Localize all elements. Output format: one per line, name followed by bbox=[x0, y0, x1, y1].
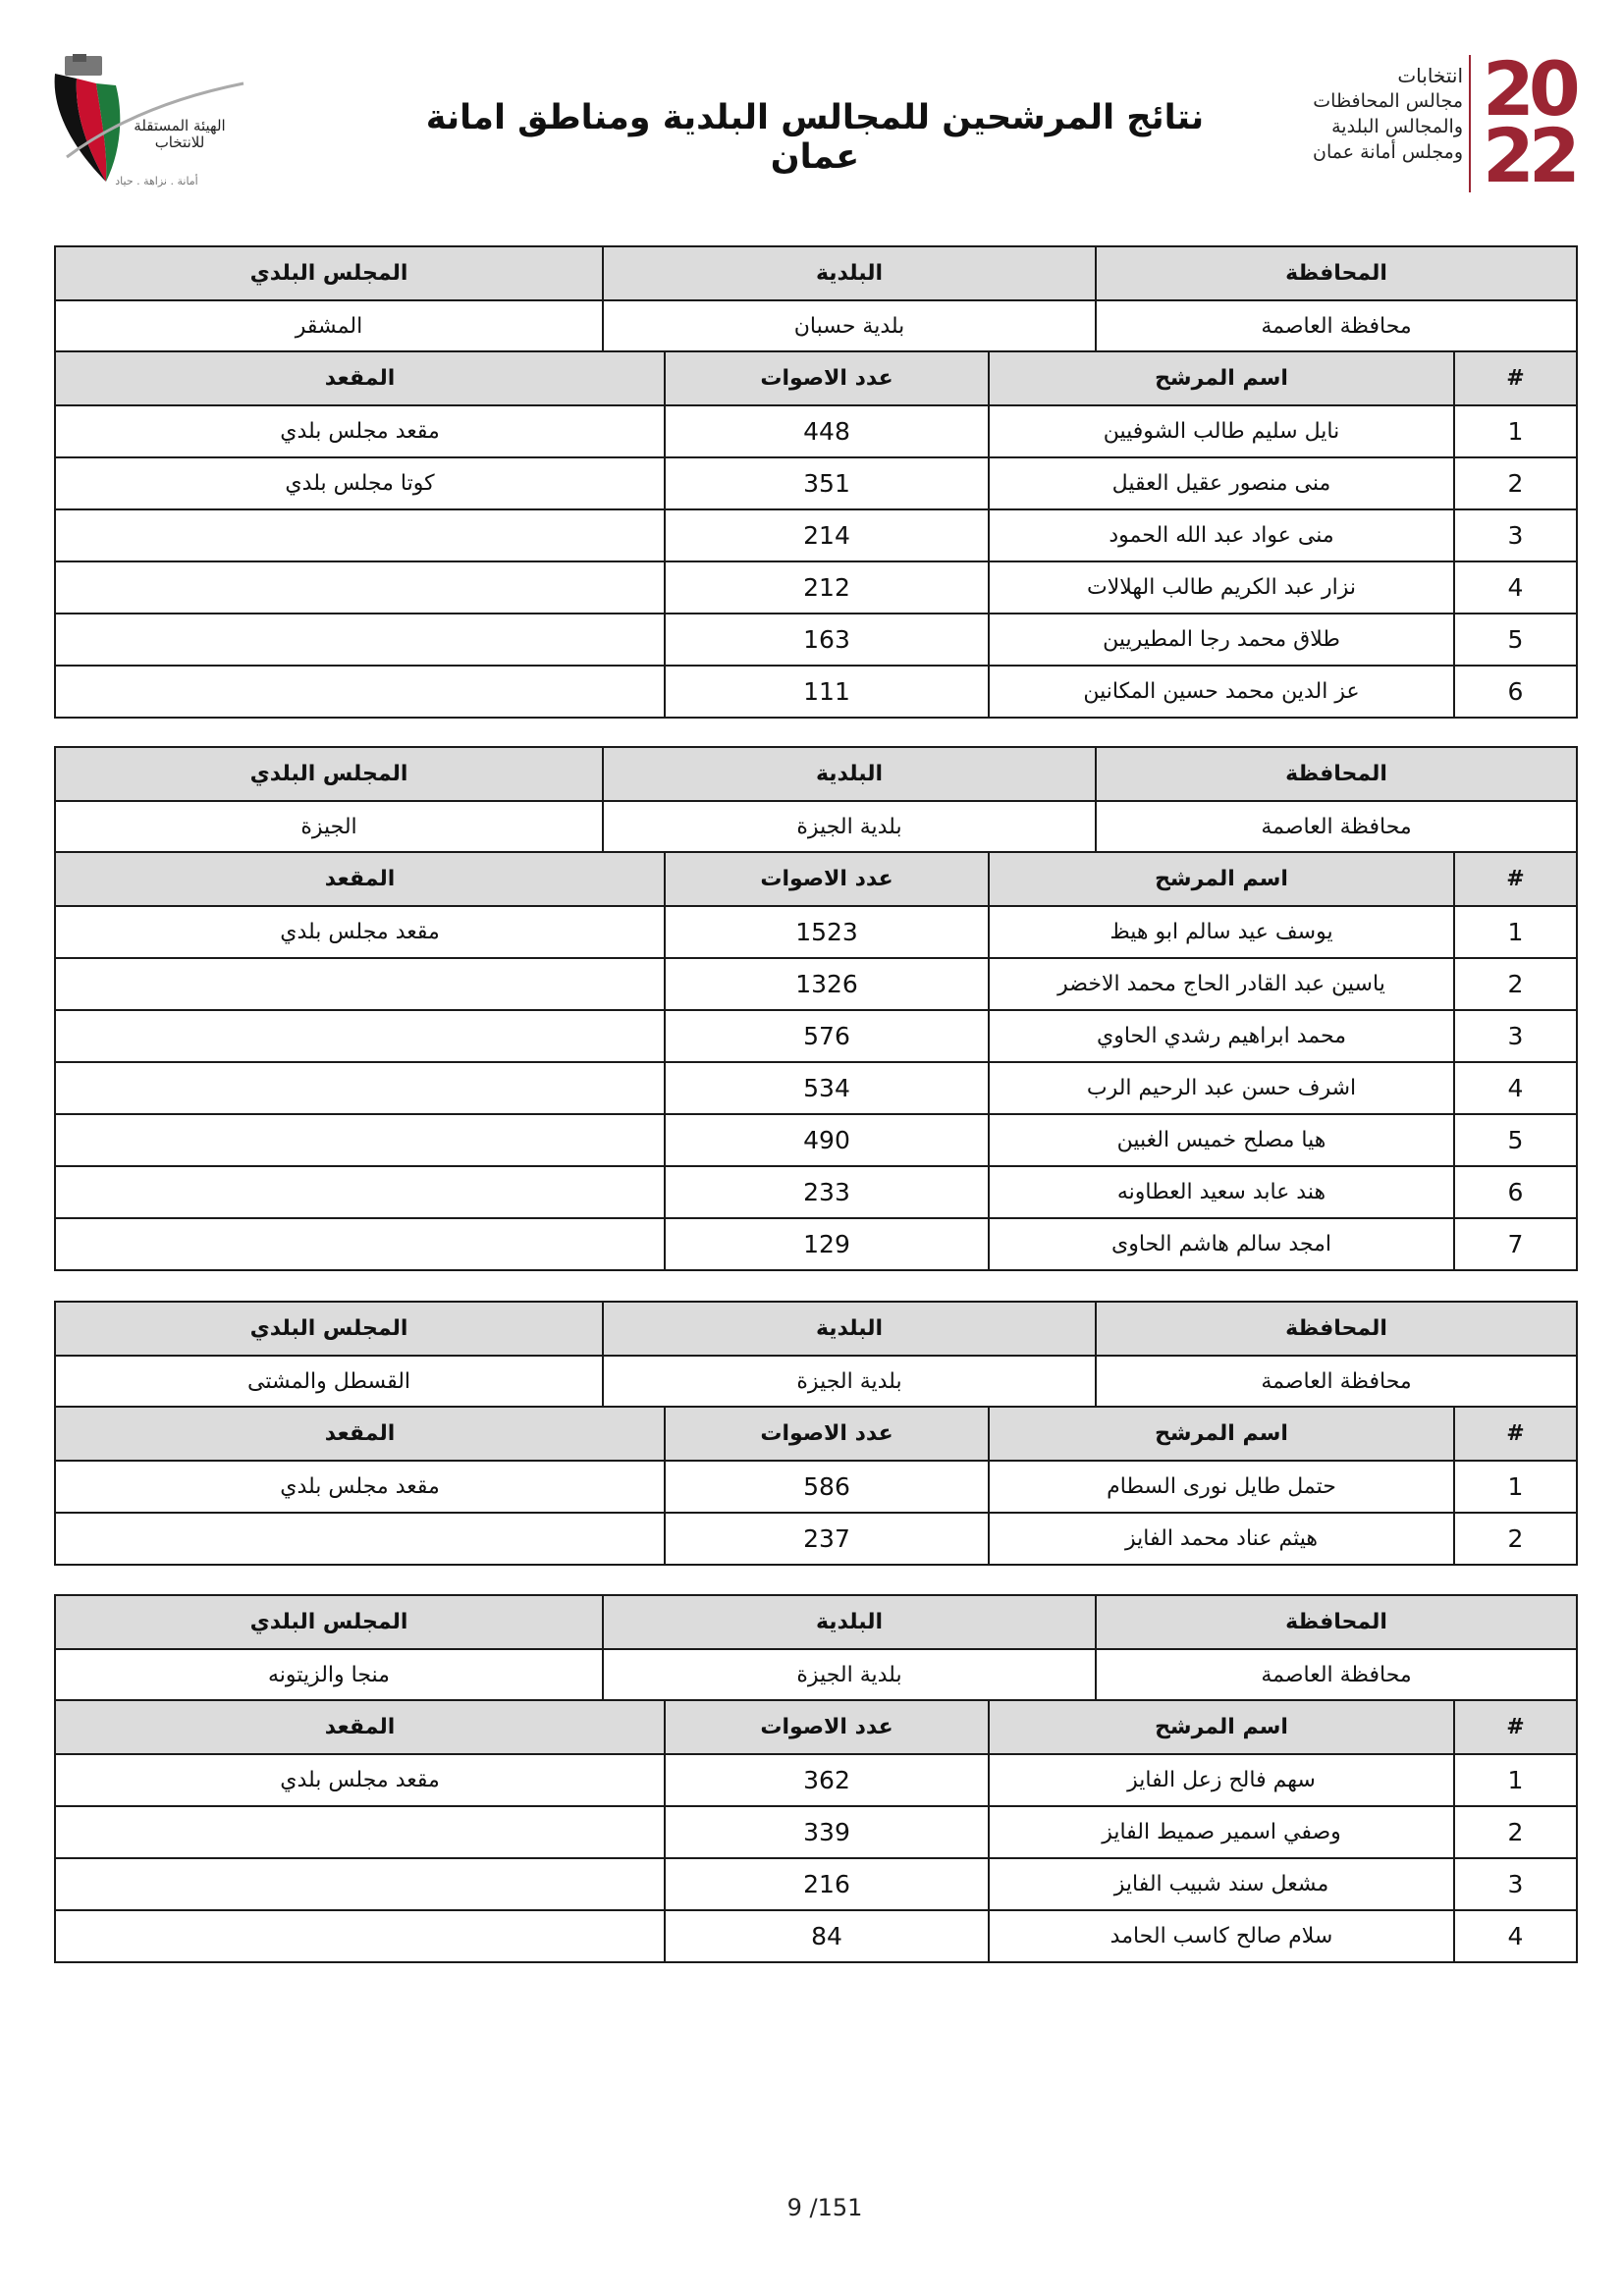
candidate-votes: 233 bbox=[665, 1166, 989, 1218]
candidate-row bbox=[55, 1062, 1577, 1114]
candidate-index: 3 bbox=[1454, 1858, 1577, 1910]
section-info-table bbox=[54, 1594, 1578, 1701]
candidate-row bbox=[55, 1910, 1577, 1962]
candidate-index: 5 bbox=[1454, 1114, 1577, 1166]
council-header: المجلس البلدي bbox=[55, 246, 603, 300]
candidate-header: اسم المرشح bbox=[989, 1407, 1454, 1461]
governorate-header: المحافظة bbox=[1096, 747, 1577, 801]
candidate-row bbox=[55, 1010, 1577, 1062]
governorate-value: محافظة العاصمة bbox=[1096, 801, 1577, 852]
candidate-seat bbox=[55, 666, 665, 718]
candidate-votes: 586 bbox=[665, 1461, 989, 1513]
governorate-value: محافظة العاصمة bbox=[1096, 1356, 1577, 1407]
elections-line3: والمجالس البلدية bbox=[1331, 116, 1463, 137]
municipality-header: البلدية bbox=[603, 1595, 1096, 1649]
results-section bbox=[54, 1594, 1576, 1963]
candidate-name: هند عابد سعيد العطاونه bbox=[989, 1166, 1454, 1218]
candidate-seat: مقعد مجلس بلدي bbox=[55, 1754, 665, 1806]
candidate-name: هيا مصلح خميس الغبين bbox=[989, 1114, 1454, 1166]
candidate-votes: 237 bbox=[665, 1513, 989, 1565]
candidate-votes: 129 bbox=[665, 1218, 989, 1270]
council-value: القسطل والمشتى bbox=[55, 1356, 603, 1407]
candidate-index: 4 bbox=[1454, 561, 1577, 614]
candidate-votes: 448 bbox=[665, 405, 989, 457]
municipality-value: بلدية الجيزة bbox=[603, 1356, 1096, 1407]
candidate-header: اسم المرشح bbox=[989, 852, 1454, 906]
page-title: نتائج المرشحين للمجالس البلدية ومناطق امانة عمان bbox=[425, 98, 1205, 177]
candidates-table bbox=[54, 350, 1578, 719]
candidate-name: منى منصور عقيل العقيل bbox=[989, 457, 1454, 509]
municipality-header: البلدية bbox=[603, 1302, 1096, 1356]
candidate-name: يوسف عيد سالم ابو هيظ bbox=[989, 906, 1454, 958]
candidate-seat: مقعد مجلس بلدي bbox=[55, 906, 665, 958]
candidate-row bbox=[55, 457, 1577, 509]
candidate-seat bbox=[55, 509, 665, 561]
candidate-seat bbox=[55, 958, 665, 1010]
candidate-votes: 339 bbox=[665, 1806, 989, 1858]
candidate-row bbox=[55, 509, 1577, 561]
candidate-name: عز الدين محمد حسين المكانين bbox=[989, 666, 1454, 718]
votes-header: عدد الاصوات bbox=[665, 1407, 989, 1461]
votes-header: عدد الاصوات bbox=[665, 852, 989, 906]
candidate-seat bbox=[55, 1218, 665, 1270]
seat-header: المقعد bbox=[55, 351, 665, 405]
candidate-row bbox=[55, 405, 1577, 457]
candidate-index: 6 bbox=[1454, 666, 1577, 718]
seat-header: المقعد bbox=[55, 852, 665, 906]
iec-motto: أمانة . نزاهة . حياد bbox=[115, 175, 198, 187]
candidate-name: وصفي اسمير صميط الفايز bbox=[989, 1806, 1454, 1858]
candidate-row bbox=[55, 1754, 1577, 1806]
candidate-seat: مقعد مجلس بلدي bbox=[55, 405, 665, 457]
candidate-row bbox=[55, 1218, 1577, 1270]
index-header: # bbox=[1454, 351, 1577, 405]
council-value: منجا والزيتونه bbox=[55, 1649, 603, 1700]
iec-name-line2: للانتخاب bbox=[154, 133, 205, 151]
candidate-seat bbox=[55, 1114, 665, 1166]
candidate-index: 4 bbox=[1454, 1062, 1577, 1114]
candidate-name: محمد ابراهيم رشدي الحاوي bbox=[989, 1010, 1454, 1062]
votes-header: عدد الاصوات bbox=[665, 351, 989, 405]
candidate-row bbox=[55, 1461, 1577, 1513]
candidate-name: مشعل سند شبيب الفايز bbox=[989, 1858, 1454, 1910]
candidate-votes: 1523 bbox=[665, 906, 989, 958]
iec-name bbox=[116, 118, 243, 151]
year-bottom: 22 bbox=[1483, 112, 1575, 199]
candidate-votes: 214 bbox=[665, 509, 989, 561]
candidate-name: امجد سالم هاشم الحاوى bbox=[989, 1218, 1454, 1270]
governorate-header: المحافظة bbox=[1096, 1595, 1577, 1649]
candidate-index: 2 bbox=[1454, 1806, 1577, 1858]
page-number: 9 /151 bbox=[786, 2194, 863, 2221]
candidates-table bbox=[54, 1406, 1578, 1566]
candidate-seat bbox=[55, 1910, 665, 1962]
municipality-header: البلدية bbox=[603, 246, 1096, 300]
candidate-index: 7 bbox=[1454, 1218, 1577, 1270]
section-info-table bbox=[54, 746, 1578, 853]
council-header: المجلس البلدي bbox=[55, 1302, 603, 1356]
candidates-table bbox=[54, 1699, 1578, 1963]
candidate-index: 4 bbox=[1454, 1910, 1577, 1962]
year-top: 20 bbox=[1483, 45, 1575, 133]
candidate-seat: كوتا مجلس بلدي bbox=[55, 457, 665, 509]
candidate-seat bbox=[55, 1858, 665, 1910]
governorate-value: محافظة العاصمة bbox=[1096, 1649, 1577, 1700]
results-section bbox=[54, 245, 1576, 719]
elections-line4: ومجلس أمانة عمان bbox=[1313, 141, 1463, 163]
section-info-table bbox=[54, 1301, 1578, 1408]
candidate-index: 1 bbox=[1454, 405, 1577, 457]
iec-name-line1: الهيئة المستقلة bbox=[134, 117, 226, 134]
governorate-header: المحافظة bbox=[1096, 246, 1577, 300]
candidate-name: حتمل طايل نورى السطام bbox=[989, 1461, 1454, 1513]
candidate-header: اسم المرشح bbox=[989, 351, 1454, 405]
section-info-table bbox=[54, 245, 1578, 352]
results-section bbox=[54, 746, 1576, 1271]
candidate-row bbox=[55, 561, 1577, 614]
candidate-votes: 111 bbox=[665, 666, 989, 718]
municipality-value: بلدية حسبان bbox=[603, 300, 1096, 351]
index-header: # bbox=[1454, 852, 1577, 906]
candidate-seat bbox=[55, 614, 665, 666]
candidate-header: اسم المرشح bbox=[989, 1700, 1454, 1754]
elections-2022-text bbox=[1294, 63, 1463, 165]
candidate-seat bbox=[55, 1062, 665, 1114]
elections-line1: انتخابات bbox=[1397, 64, 1463, 87]
candidate-votes: 351 bbox=[665, 457, 989, 509]
candidate-votes: 576 bbox=[665, 1010, 989, 1062]
candidate-index: 3 bbox=[1454, 509, 1577, 561]
municipality-value: بلدية الجيزة bbox=[603, 801, 1096, 852]
results-section bbox=[54, 1301, 1576, 1566]
candidate-votes: 212 bbox=[665, 561, 989, 614]
council-value: المشقر bbox=[55, 300, 603, 351]
candidate-votes: 163 bbox=[665, 614, 989, 666]
candidate-row bbox=[55, 1806, 1577, 1858]
candidate-name: هيثم عناد محمد الفايز bbox=[989, 1513, 1454, 1565]
candidate-name: سهم فالح زعل الفايز bbox=[989, 1754, 1454, 1806]
logo-divider bbox=[1469, 55, 1471, 192]
candidate-votes: 362 bbox=[665, 1754, 989, 1806]
candidate-row bbox=[55, 958, 1577, 1010]
candidates-table bbox=[54, 851, 1578, 1271]
candidate-index: 1 bbox=[1454, 1754, 1577, 1806]
candidate-votes: 84 bbox=[665, 1910, 989, 1962]
seat-header: المقعد bbox=[55, 1407, 665, 1461]
candidate-row bbox=[55, 1858, 1577, 1910]
candidate-index: 6 bbox=[1454, 1166, 1577, 1218]
candidate-name: نزار عبد الكريم طالب الهلالات bbox=[989, 561, 1454, 614]
candidate-row bbox=[55, 1166, 1577, 1218]
candidate-seat bbox=[55, 1513, 665, 1565]
index-header: # bbox=[1454, 1700, 1577, 1754]
candidate-row bbox=[55, 614, 1577, 666]
candidate-seat bbox=[55, 1166, 665, 1218]
votes-header: عدد الاصوات bbox=[665, 1700, 989, 1754]
governorate-header: المحافظة bbox=[1096, 1302, 1577, 1356]
candidate-name: اشرف حسن عبد الرحيم الرب bbox=[989, 1062, 1454, 1114]
council-header: المجلس البلدي bbox=[55, 1595, 603, 1649]
candidate-name: ياسين عبد القادر الحاج محمد الاخضر bbox=[989, 958, 1454, 1010]
candidate-index: 3 bbox=[1454, 1010, 1577, 1062]
candidate-name: سلام صالح كاسب الحامد bbox=[989, 1910, 1454, 1962]
candidate-index: 2 bbox=[1454, 1513, 1577, 1565]
candidate-votes: 490 bbox=[665, 1114, 989, 1166]
candidate-seat bbox=[55, 1010, 665, 1062]
candidate-index: 1 bbox=[1454, 1461, 1577, 1513]
candidate-index: 1 bbox=[1454, 906, 1577, 958]
candidate-row bbox=[55, 1114, 1577, 1166]
candidate-name: نايل سليم طالب الشوفيين bbox=[989, 405, 1454, 457]
candidate-votes: 1326 bbox=[665, 958, 989, 1010]
governorate-value: محافظة العاصمة bbox=[1096, 300, 1577, 351]
elections-line2: مجالس المحافظات bbox=[1313, 90, 1463, 112]
candidate-index: 5 bbox=[1454, 614, 1577, 666]
candidate-votes: 216 bbox=[665, 1858, 989, 1910]
candidate-row bbox=[55, 1513, 1577, 1565]
candidate-name: طلاق محمد رجا المطيريين bbox=[989, 614, 1454, 666]
council-header: المجلس البلدي bbox=[55, 747, 603, 801]
candidate-name: منى عواد عبد الله الحمود bbox=[989, 509, 1454, 561]
municipality-header: البلدية bbox=[603, 747, 1096, 801]
candidate-row bbox=[55, 906, 1577, 958]
candidate-row bbox=[55, 666, 1577, 718]
year-2022-logo bbox=[1479, 45, 1577, 199]
candidate-index: 2 bbox=[1454, 958, 1577, 1010]
municipality-value: بلدية الجيزة bbox=[603, 1649, 1096, 1700]
seat-header: المقعد bbox=[55, 1700, 665, 1754]
candidate-index: 2 bbox=[1454, 457, 1577, 509]
candidate-seat bbox=[55, 1806, 665, 1858]
candidate-seat bbox=[55, 561, 665, 614]
council-value: الجيزة bbox=[55, 801, 603, 852]
index-header: # bbox=[1454, 1407, 1577, 1461]
candidate-votes: 534 bbox=[665, 1062, 989, 1114]
candidate-seat: مقعد مجلس بلدي bbox=[55, 1461, 665, 1513]
